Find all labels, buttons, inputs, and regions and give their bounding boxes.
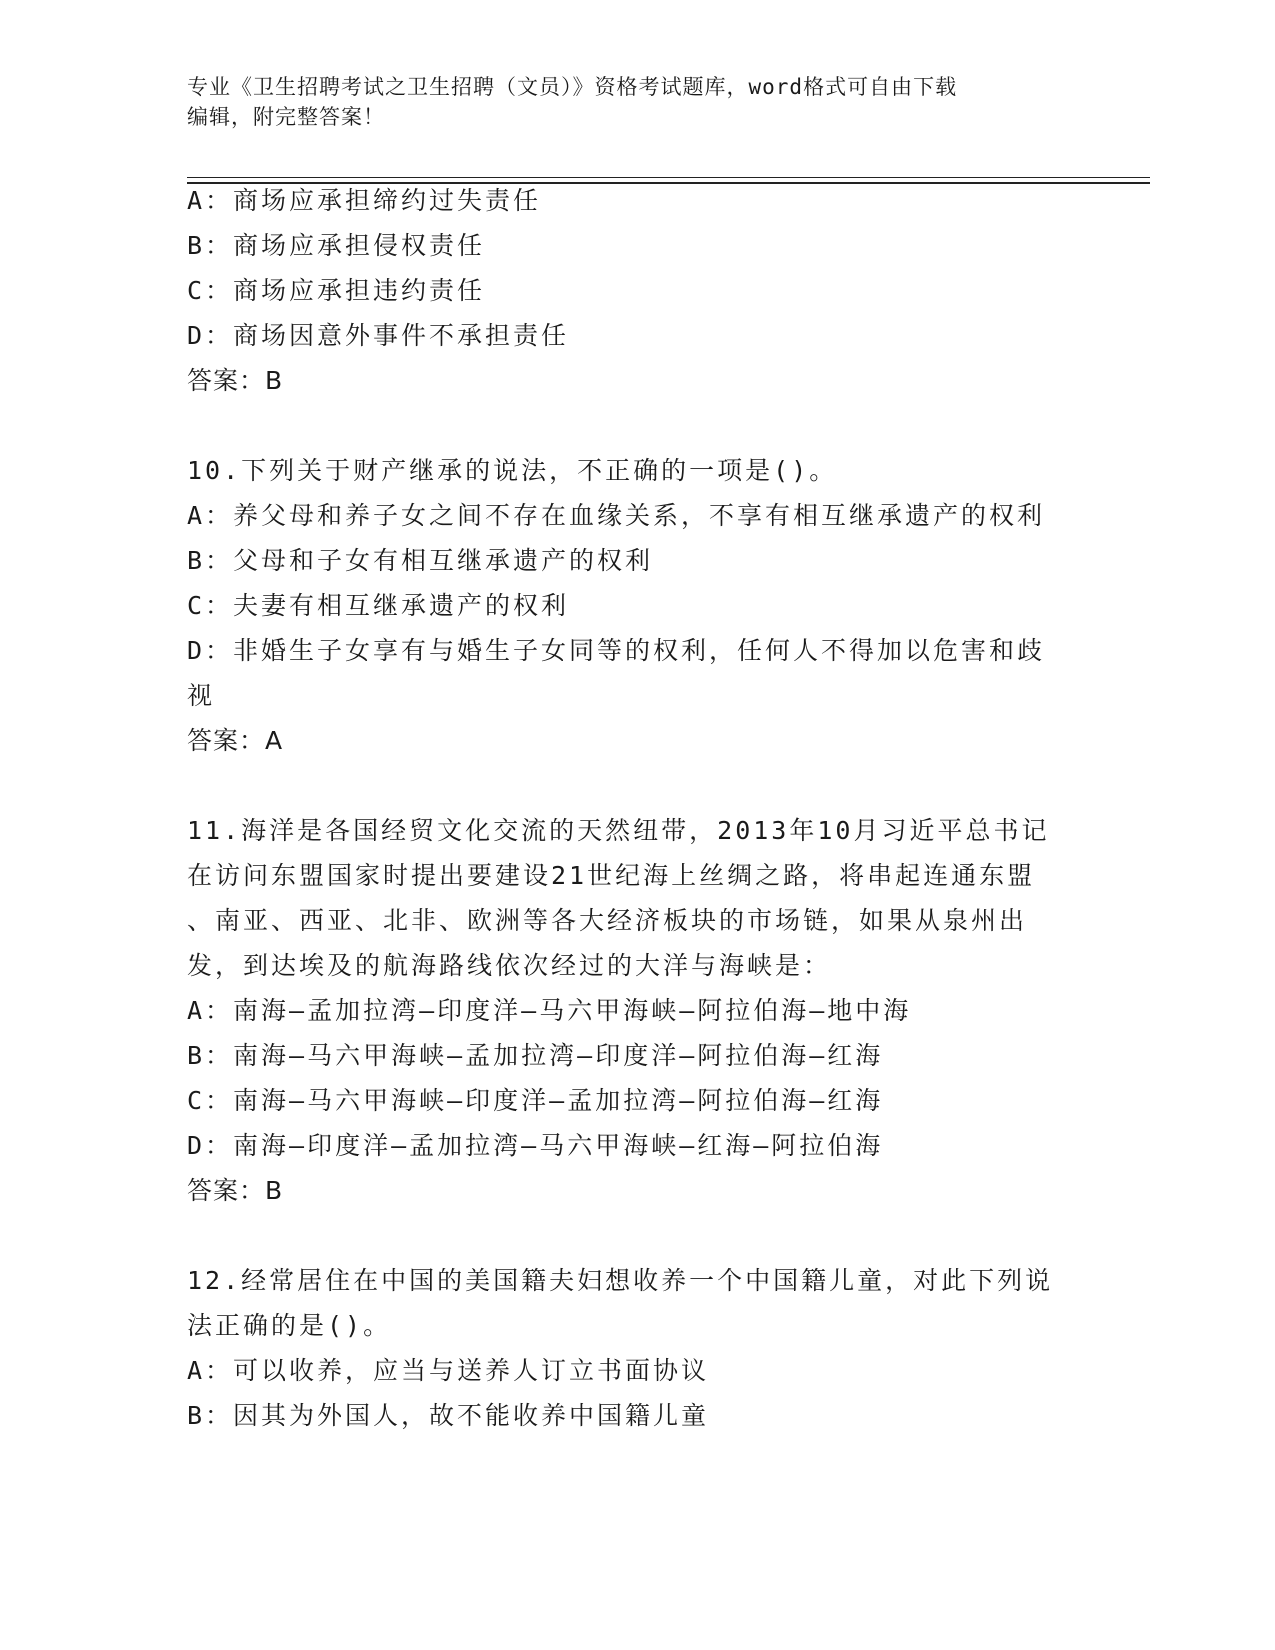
question-11-stem-1: 11.海洋是各国经贸文化交流的天然纽带，2013年10月习近平总书记 — [187, 816, 1050, 845]
question-10-option-b: B：父母和子女有相互继承遗产的权利 — [187, 546, 654, 575]
answer-line: 答案：B — [187, 366, 284, 395]
question-12-stem-1: 12.经常居住在中国的美国籍夫妇想收养一个中国籍儿童，对此下列说 — [187, 1266, 1054, 1295]
question-12-option-a: A：可以收养，应当与送养人订立书面协议 — [187, 1356, 710, 1385]
question-11-answer: 答案：B — [187, 1176, 284, 1205]
document-header — [187, 72, 1067, 132]
question-10-stem: 10.下列关于财产继承的说法，不正确的一项是()。 — [187, 456, 838, 485]
question-11-stem-3: 、南亚、西亚、北非、欧洲等各大经济板块的市场链，如果从泉州出 — [187, 906, 1028, 935]
option-b: B：商场应承担侵权责任 — [187, 231, 486, 260]
header-line-1: 专业《卫生招聘考试之卫生招聘（文员）》资格考试题库，word格式可自由下载 — [187, 75, 958, 99]
question-11-option-a: A：南海—孟加拉湾—印度洋—马六甲海峡—阿拉伯海—地中海 — [187, 996, 912, 1025]
header-line-2: 编辑，附完整答案！ — [187, 105, 385, 129]
question-12-option-b: B：因其为外国人，故不能收养中国籍儿童 — [187, 1401, 710, 1430]
header-divider-thick — [187, 182, 1150, 184]
question-11-option-d: D：南海—印度洋—孟加拉湾—马六甲海峡—红海—阿拉伯海 — [187, 1131, 884, 1160]
question-10-option-a: A：养父母和养子女之间不存在血缘关系，不享有相互继承遗产的权利 — [187, 501, 1046, 530]
question-11-option-c: C：南海—马六甲海峡—印度洋—孟加拉湾—阿拉伯海—红海 — [187, 1086, 884, 1115]
question-10-option-c: C：夫妻有相互继承遗产的权利 — [187, 591, 570, 620]
option-d: D：商场因意外事件不承担责任 — [187, 321, 570, 350]
question-12-stem-2: 法正确的是()。 — [187, 1311, 392, 1340]
question-10-option-d: D：非婚生子女享有与婚生子女同等的权利，任何人不得加以危害和歧 — [187, 636, 1046, 665]
header-divider-thin — [187, 177, 1150, 178]
option-a: A：商场应承担缔约过失责任 — [187, 186, 542, 215]
question-11-option-b: B：南海—马六甲海峡—孟加拉湾—印度洋—阿拉伯海—红海 — [187, 1041, 884, 1070]
question-10-option-d-cont: 视 — [187, 681, 216, 710]
option-c: C：商场应承担违约责任 — [187, 276, 486, 305]
question-11-stem-4: 发，到达埃及的航海路线依次经过的大洋与海峡是： — [187, 951, 832, 980]
question-11-stem-2: 在访问东盟国家时提出要建设21世纪海上丝绸之路，将串起连通东盟 — [187, 861, 1036, 890]
question-10-answer: 答案：A — [187, 726, 284, 755]
